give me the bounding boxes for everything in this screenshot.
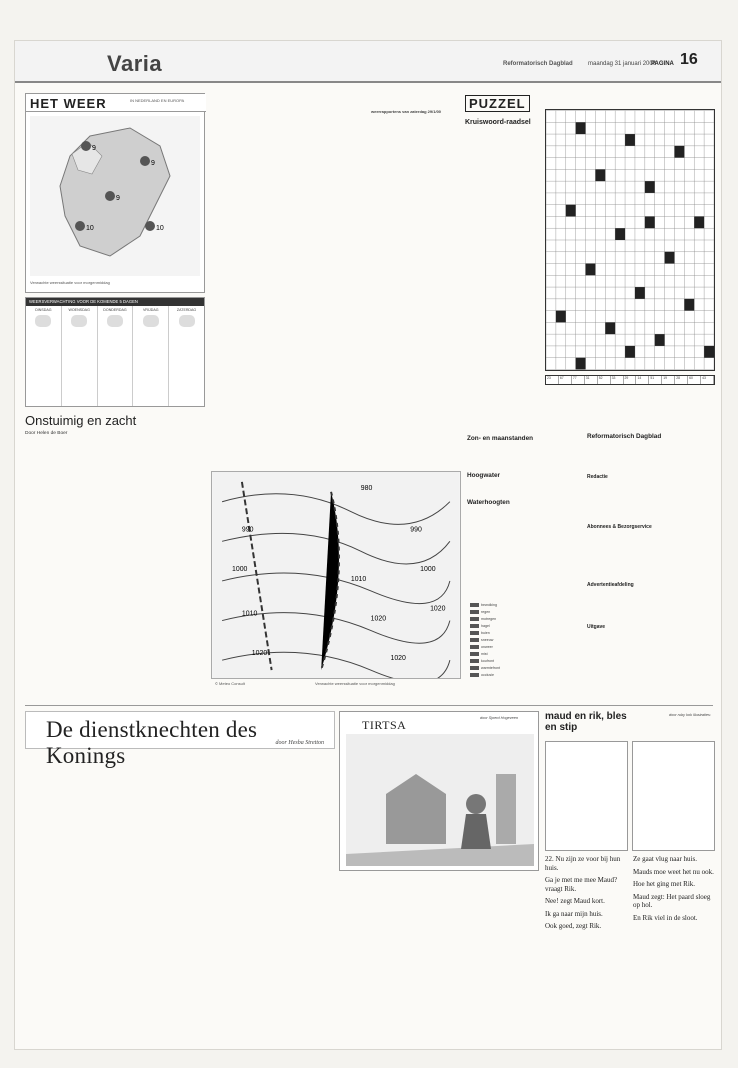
black-cell xyxy=(625,134,635,146)
forecast-day: ZATERDAG xyxy=(169,306,204,406)
black-cell xyxy=(595,169,605,181)
forecast-day: VRIJDAG xyxy=(133,306,169,406)
legend-item: hagel xyxy=(470,622,570,629)
feuilleton-header xyxy=(25,711,335,768)
colophon-title: Reformatorisch Dagblad xyxy=(587,433,662,440)
feuilleton-author: door Hesba Stretton xyxy=(275,740,324,746)
page-label: PAGINA xyxy=(651,61,674,67)
black-cell xyxy=(576,358,586,370)
cloud-icon xyxy=(107,315,123,327)
legend-item: buien xyxy=(470,629,570,636)
crossword-grid xyxy=(545,109,715,371)
legend-item: regen xyxy=(470,608,570,615)
section-title: Varia xyxy=(107,51,163,76)
isobar-label: 1010 xyxy=(241,610,258,618)
map-temp-3: 9 xyxy=(116,195,120,202)
weather-subtitle: IN NEDERLAND EN EUROPA xyxy=(130,98,185,103)
puzzel-title: PUZZEL xyxy=(465,95,530,112)
black-cell xyxy=(684,299,694,311)
forecast-day: DINSDAG xyxy=(26,306,62,406)
colophon-redactie: Redactie xyxy=(587,474,608,480)
black-cell xyxy=(665,252,675,264)
weather-story-body xyxy=(25,441,201,699)
map-temp-4: 10 xyxy=(86,225,94,232)
legend-item: sneeuw xyxy=(470,636,570,643)
cloud-icon xyxy=(35,315,51,327)
cloud-icon xyxy=(71,315,87,327)
five-day-forecast xyxy=(25,297,205,407)
black-cell xyxy=(605,322,615,334)
cloud-icon xyxy=(179,315,195,327)
hoogwater-title: Hoogwater xyxy=(467,472,501,479)
maud-illustration-strip xyxy=(545,741,715,851)
isobar-label: 1000 xyxy=(232,566,248,574)
zon-maan-title: Zon- en maanstanden xyxy=(467,435,534,442)
black-cell xyxy=(635,287,645,299)
black-cell xyxy=(556,311,566,323)
isobar-label: 990 xyxy=(241,526,254,534)
table-header: weerrapportens van zaterdag 29/1/00 xyxy=(371,109,442,114)
legend-item: koufront xyxy=(470,657,570,664)
tirtsa-col-1 xyxy=(339,875,435,1037)
isobar-weather-chart xyxy=(211,471,461,679)
chart-caption: Verwachte weerssituatie voor morgenmiddag xyxy=(315,681,395,686)
black-cell xyxy=(694,216,704,228)
tirtsa-title: TIRTSA xyxy=(362,718,407,732)
isobar-label: 1020 xyxy=(430,605,446,613)
black-cell xyxy=(586,264,596,276)
crossword-clues-4 xyxy=(659,389,715,429)
isobar-label: 1020 xyxy=(251,650,268,658)
isobar-label: 1010 xyxy=(350,575,367,583)
black-cell xyxy=(625,346,635,358)
black-cell xyxy=(704,346,714,358)
legend-item: warmtefront xyxy=(470,664,570,671)
legend-item: onweer xyxy=(470,643,570,650)
black-cell xyxy=(566,205,576,217)
crossword-clues-3 xyxy=(605,389,655,429)
black-cell xyxy=(645,216,655,228)
weather-header xyxy=(26,94,206,112)
crossword-clues-2 xyxy=(551,389,601,429)
page-header xyxy=(15,41,722,83)
weather-legend xyxy=(470,601,570,681)
issue-date: maandag 31 januari 2000 xyxy=(588,61,657,67)
map-temp-2: 9 xyxy=(151,160,155,167)
isobar-label: 980 xyxy=(360,484,373,492)
chart-copyright: © Meteo Consult xyxy=(215,681,245,686)
map-caption: Verwachte weerssituatie voor morgenmiddag xyxy=(30,280,110,285)
maud-col-2: Ze gaat vlug naar huis. Mauds moe weet het nu ook. Hoe het ging met Rik. Maud zegt: Het paard sloeg op hol. En Rik viel in de sloot. xyxy=(633,855,714,922)
colophon-abonnees: Abonnees & Bezorgservice xyxy=(587,524,652,530)
crossword-title: Kruiswoord-raadsel xyxy=(465,119,531,126)
isobar-label: 1020 xyxy=(390,655,406,663)
black-cell xyxy=(615,228,625,240)
puzzel-header xyxy=(465,95,535,113)
waterhoogten-title: Waterhoogten xyxy=(467,499,510,506)
colophon-uitgave: Uitgave xyxy=(587,624,606,630)
netherlands-map xyxy=(30,116,200,276)
map-temp-1: 9 xyxy=(92,145,96,152)
forecast-day: DONDERDAG xyxy=(98,306,134,406)
maud-credit: door ruby kok illustraties: xyxy=(669,713,711,717)
maud-illustration xyxy=(545,741,628,851)
colophon-advertentie: Advertentieafdeling xyxy=(587,582,634,588)
isobar-label: 1000 xyxy=(420,566,436,574)
answer-strip: 23 67 77 31 52 33 29 14 51 19 28 60 43 xyxy=(545,375,715,385)
black-cell xyxy=(674,146,684,158)
maud-col-1: 22. Nu zijn ze voor bij hun huis. Ga je met me mee Maud? vraagt Rik. Nee! zegt Maud kort. Ik ga naar mijn huis. Ook goed, zegt Rik. xyxy=(545,855,621,930)
black-cell xyxy=(655,334,665,346)
weather-story-title: Onstuimig en zacht xyxy=(25,413,137,428)
legend-item: mist xyxy=(470,650,570,657)
cloud-icon xyxy=(143,315,159,327)
weather-story-byline: Door Helen de Boer xyxy=(25,431,68,436)
europe-weather-text-2 xyxy=(291,93,365,465)
isobar-label: 990 xyxy=(410,526,422,534)
legend-item: bewolking xyxy=(470,601,570,608)
weather-map-box xyxy=(25,93,205,293)
map-temp-5: 10 xyxy=(156,225,164,232)
newspaper-page xyxy=(14,40,722,1050)
maud-title: maud en rik, bles en stip xyxy=(545,711,627,733)
europe-temperature-table xyxy=(371,109,457,489)
feuilleton-col-2 xyxy=(181,757,331,1037)
forecast-title: WEERSVERWACHTING VOOR DE KOMENDE 5 DAGEN xyxy=(26,298,204,306)
forecast-day: WOENSDAG xyxy=(62,306,98,406)
zon-maan-section xyxy=(467,435,581,595)
tirtsa-illustration xyxy=(346,734,534,866)
tirtsa-col-2 xyxy=(441,875,539,1037)
crossword-clues-1 xyxy=(465,139,541,429)
europe-weather-text-1 xyxy=(211,93,285,465)
colophon xyxy=(587,433,717,695)
feuilleton-title: De dienstknechten des Konings xyxy=(46,717,258,768)
section-divider xyxy=(25,705,713,706)
black-cell xyxy=(645,181,655,193)
paper-name: Reformatorisch Dagblad xyxy=(503,61,573,67)
maud-illustration xyxy=(632,741,715,851)
weather-title: HET WEER xyxy=(30,96,107,111)
tirtsa-box xyxy=(339,711,539,871)
isobar-label: 1020 xyxy=(370,615,387,623)
page-number: 16 xyxy=(680,51,698,68)
legend-item: motregen xyxy=(470,615,570,622)
legend-item: occlusie xyxy=(470,671,570,678)
black-cell xyxy=(576,122,586,134)
feuilleton-col-1 xyxy=(25,757,175,1037)
tirtsa-credit: door Sjoerd Hogeveen xyxy=(480,716,518,720)
